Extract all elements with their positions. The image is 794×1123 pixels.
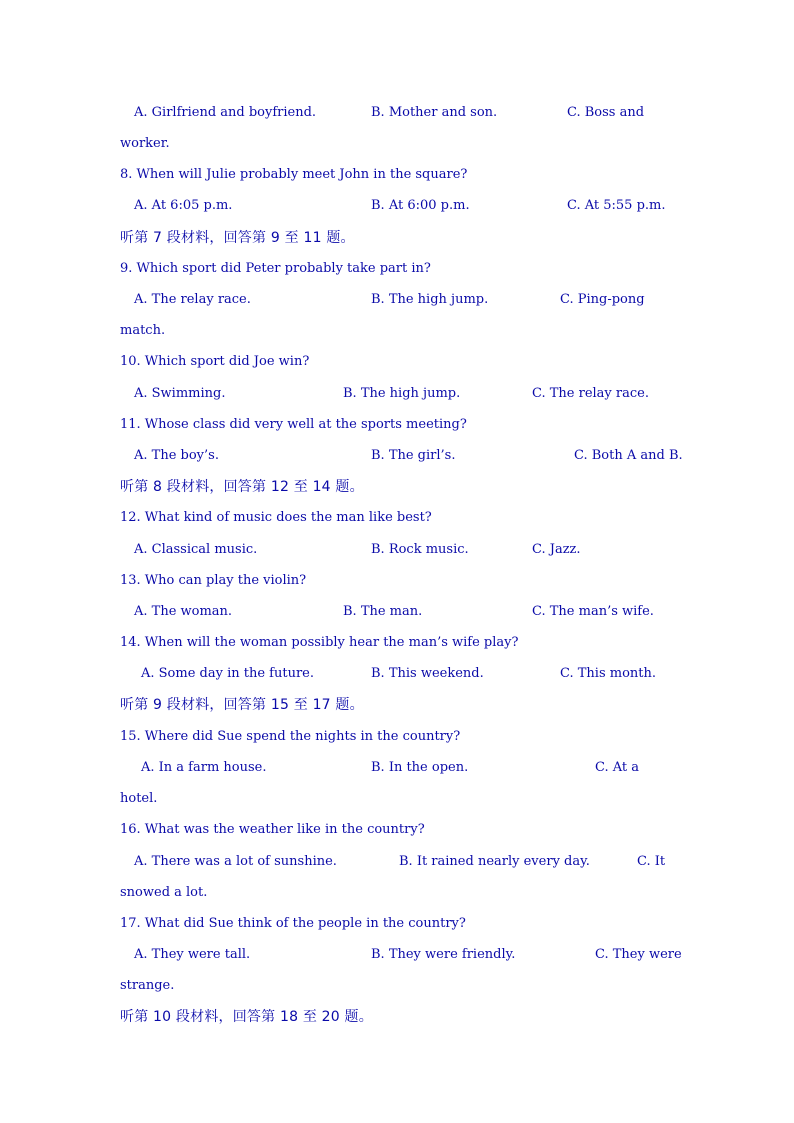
- question-text: [0, 165, 794, 185]
- option-c: C. It: [637, 854, 666, 869]
- line-text: match.: [120, 323, 166, 338]
- section-instruction-text: 听第 9 段材料，回答第 15 至 17 题。: [120, 697, 364, 713]
- answer-options-row: [0, 290, 794, 310]
- question-text: [0, 789, 794, 809]
- line-text: 9. Which sport did Peter probably take part in?: [120, 261, 431, 276]
- section-instruction: [0, 228, 794, 248]
- line-text: worker.: [120, 136, 170, 151]
- answer-options-row: [0, 103, 794, 123]
- section-instruction-text: 听第 7 段材料，回答第 9 至 11 题。: [120, 230, 355, 246]
- line-text: 16. What was the weather like in the country?: [120, 822, 425, 837]
- line-text: strange.: [120, 978, 175, 993]
- option-b: B. At 6:00 p.m.: [371, 198, 470, 213]
- option-a: A. The relay race.: [134, 292, 251, 307]
- option-a: A. Girlfriend and boyfriend.: [134, 105, 317, 120]
- line-text: 11. Whose class did very well at the sports meeting?: [120, 417, 467, 432]
- question-text: [0, 415, 794, 435]
- line-text: 17. What did Sue think of the people in the country?: [120, 916, 466, 931]
- option-c: C. At a: [595, 760, 640, 775]
- answer-options-row: [0, 384, 794, 404]
- answer-options-row: [0, 664, 794, 684]
- option-c: C. This month.: [560, 666, 657, 681]
- option-a: A. At 6:05 p.m.: [134, 198, 233, 213]
- line-text: 13. Who can play the violin?: [120, 573, 307, 588]
- option-b: B. Rock music.: [371, 542, 469, 557]
- answer-options-row: [0, 540, 794, 560]
- line-text: 8. When will Julie probably meet John in the square?: [120, 167, 468, 182]
- option-b: B. The man.: [343, 604, 423, 619]
- section-instruction: [0, 695, 794, 715]
- option-b: B. They were friendly.: [371, 947, 516, 962]
- option-a: A. The woman.: [134, 604, 233, 619]
- question-text: [0, 352, 794, 372]
- option-c: C. Jazz.: [532, 542, 581, 557]
- option-c: C. They were: [595, 947, 682, 962]
- line-text: 15. Where did Sue spend the nights in the country?: [120, 729, 461, 744]
- question-text: [0, 914, 794, 934]
- line-text: 10. Which sport did Joe win?: [120, 354, 310, 369]
- question-text: [0, 134, 794, 154]
- line-text: snowed a lot.: [120, 885, 208, 900]
- question-text: [0, 321, 794, 341]
- option-b: B. Mother and son.: [371, 105, 498, 120]
- question-text: [0, 259, 794, 279]
- option-c: C. Ping-pong: [560, 292, 645, 307]
- answer-options-row: [0, 446, 794, 466]
- option-c: C. The man’s wife.: [532, 604, 654, 619]
- option-c: C. At 5:55 p.m.: [567, 198, 666, 213]
- question-text: [0, 976, 794, 996]
- option-c: C. Both A and B.: [574, 448, 683, 463]
- answer-options-row: [0, 196, 794, 216]
- option-b: B. In the open.: [371, 760, 469, 775]
- option-c: C. The relay race.: [532, 386, 649, 401]
- option-b: B. The girl’s.: [371, 448, 456, 463]
- question-text: [0, 508, 794, 528]
- option-a: A. They were tall.: [134, 947, 251, 962]
- option-a: A. In a farm house.: [141, 760, 267, 775]
- option-a: A. Some day in the future.: [141, 666, 314, 681]
- question-text: [0, 633, 794, 653]
- option-a: A. Swimming.: [134, 386, 226, 401]
- answer-options-row: [0, 852, 794, 872]
- question-text: [0, 727, 794, 747]
- option-a: A. There was a lot of sunshine.: [134, 854, 337, 869]
- option-b: B. This weekend.: [371, 666, 484, 681]
- line-text: hotel.: [120, 791, 158, 806]
- line-text: 14. When will the woman possibly hear the man’s wife play?: [120, 635, 519, 650]
- option-a: A. The boy’s.: [134, 448, 219, 463]
- answer-options-row: [0, 945, 794, 965]
- question-text: [0, 883, 794, 903]
- option-b: B. The high jump.: [343, 386, 461, 401]
- answer-options-row: [0, 602, 794, 622]
- answer-options-row: [0, 758, 794, 778]
- section-instruction-text: 听第 8 段材料，回答第 12 至 14 题。: [120, 479, 364, 495]
- option-b: B. The high jump.: [371, 292, 489, 307]
- question-text: [0, 820, 794, 840]
- option-b: B. It rained nearly every day.: [399, 854, 590, 869]
- section-instruction: [0, 1007, 794, 1027]
- question-text: [0, 571, 794, 591]
- section-instruction-text: 听第 10 段材料，回答第 18 至 20 题。: [120, 1009, 373, 1025]
- option-c: C. Boss and: [567, 105, 645, 120]
- option-a: A. Classical music.: [134, 542, 258, 557]
- section-instruction: [0, 477, 794, 497]
- line-text: 12. What kind of music does the man like best?: [120, 510, 432, 525]
